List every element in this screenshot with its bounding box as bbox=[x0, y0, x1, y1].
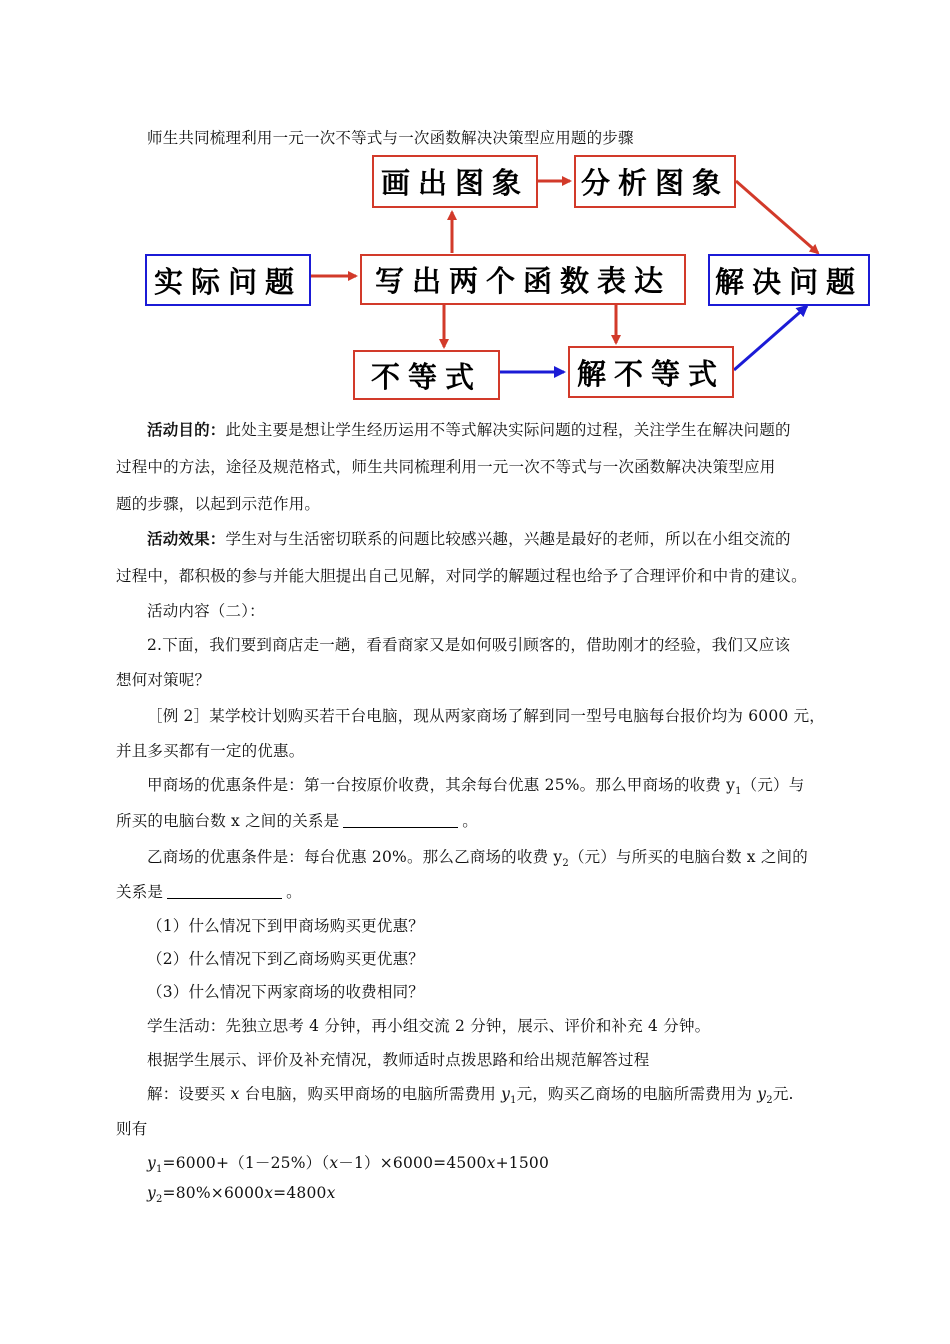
solution-text-4: 元. bbox=[772, 1085, 794, 1103]
purpose-label: 活动目的： bbox=[147, 420, 226, 439]
solution-text-2: 台电脑，购买甲商场的电脑所需费用 bbox=[244, 1085, 496, 1103]
mall-a-text-3: 所买的电脑台数 x 之间的关系是 bbox=[116, 812, 340, 830]
box-analyze-graph: 分析图象 bbox=[574, 155, 736, 208]
solution-text-1: 解：设要买 bbox=[147, 1085, 226, 1103]
intro-text: 师生共同梳理利用一元一次不等式与一次函数解决决策型应用题的步骤 bbox=[147, 129, 634, 147]
answer-blank-a[interactable] bbox=[343, 813, 458, 828]
solution-line-1 bbox=[147, 1082, 794, 1106]
var-y2: y bbox=[757, 1085, 767, 1103]
eq2-x1: x bbox=[264, 1184, 274, 1202]
mall-b-sub: 2 bbox=[562, 858, 569, 870]
mall-a-text-1: 甲商场的优惠条件是：第一台按原价收费，其余每台优惠 25%。那么甲商场的收费 y bbox=[147, 776, 736, 794]
eq2-part-a: =80%×6000 bbox=[162, 1184, 265, 1202]
var-y1: y bbox=[501, 1085, 511, 1103]
eq1-y: y bbox=[147, 1154, 156, 1172]
solution-text-3: 元，购买乙商场的电脑所需费用为 bbox=[516, 1085, 753, 1103]
equation-2 bbox=[147, 1184, 336, 1205]
teacher-note: 根据学生展示、评价及补充情况，教师适时点拨思路和给出规范解答过程 bbox=[147, 1051, 650, 1069]
mall-a-line-2 bbox=[116, 809, 478, 831]
content2-title: 活动内容（二）： bbox=[147, 602, 265, 620]
student-activity: 学生活动：先独立思考 4 分钟，再小组交流 2 分钟，展示、评价和补充 4 分钟。 bbox=[147, 1017, 711, 1035]
question-1: （1）什么情况下到甲商场购买更优惠？ bbox=[147, 917, 424, 935]
sub-1: 1 bbox=[510, 1095, 517, 1107]
purpose-line-3: 题的步骤，以起到示范作用。 bbox=[116, 495, 321, 513]
purpose-line-1 bbox=[147, 418, 791, 440]
eq2-y: y bbox=[147, 1184, 156, 1202]
eq1-part-b: －1）×6000=4500 bbox=[338, 1154, 487, 1172]
eq2-x2: x bbox=[326, 1184, 336, 1202]
mall-b-text-3: 关系是 bbox=[116, 883, 164, 901]
eq1-x1: x bbox=[329, 1154, 339, 1172]
mall-b-line-2 bbox=[116, 880, 302, 902]
equation-1 bbox=[147, 1151, 549, 1175]
question-2: （2）什么情况下到乙商场购买更优惠？ bbox=[147, 950, 424, 968]
solution-then: 则有 bbox=[116, 1120, 148, 1138]
mall-b-text-4: 。 bbox=[286, 883, 302, 901]
mall-a-line-1 bbox=[147, 773, 804, 797]
item2-line-2: 想何对策呢？ bbox=[116, 671, 211, 689]
purpose-text-1: 此处主要是想让学生经历运用不等式解决实际问题的过程，关注学生在解决问题的 bbox=[225, 421, 791, 439]
box-real-problem: 实际问题 bbox=[145, 254, 311, 306]
eq1-sub: 1 bbox=[155, 1164, 163, 1176]
eq2-part-b: =4800 bbox=[273, 1184, 327, 1202]
arrow-analyze-to-solve bbox=[736, 181, 818, 253]
mall-a-sub: 1 bbox=[735, 786, 742, 798]
eq1-part-a: =6000+（1－25%）（ bbox=[162, 1154, 330, 1172]
sub-2: 2 bbox=[766, 1095, 773, 1107]
effect-label: 活动效果： bbox=[147, 529, 226, 548]
box-draw-graph: 画出图象 bbox=[372, 155, 538, 208]
mall-a-text-2: （元）与 bbox=[741, 776, 805, 794]
eq1-part-c: +1500 bbox=[495, 1154, 550, 1172]
effect-line-2: 过程中，都积极的参与并能大胆提出自己见解，对同学的解题过程也给予了合理评价和中肯的建议。 bbox=[116, 567, 807, 585]
item2-line-1: 2.下面，我们要到商店走一趟，看看商家又是如何吸引顾客的，借助刚才的经验，我们又应该 bbox=[147, 636, 791, 654]
box-write-expressions: 写出两个函数表达 bbox=[360, 254, 686, 305]
mall-b-text-1: 乙商场的优惠条件是：每台优惠 20%。那么乙商场的收费 y bbox=[147, 848, 563, 866]
effect-line-1 bbox=[147, 527, 791, 549]
eq2-sub: 2 bbox=[155, 1194, 163, 1206]
answer-blank-b[interactable] bbox=[167, 884, 282, 899]
mall-b-text-2: （元）与所买的电脑台数 x 之间的 bbox=[568, 848, 808, 866]
question-3: （3）什么情况下两家商场的收费相同？ bbox=[147, 983, 424, 1001]
arrow-solve-ineq-to-solve bbox=[734, 306, 807, 370]
example2-line-2: 并且多买都有一定的优惠。 bbox=[116, 742, 305, 760]
purpose-line-2: 过程中的方法，途径及规范格式，师生共同梳理利用一元一次不等式与一次函数解决决策型应用 bbox=[116, 458, 776, 476]
box-inequality: 不等式 bbox=[353, 350, 500, 400]
mall-a-text-4: 。 bbox=[462, 812, 478, 830]
mall-b-line-1 bbox=[147, 845, 808, 869]
example2-line-1: ［例 2］某学校计划购买若干台电脑，现从两家商场了解到同一型号电脑每台报价均为 6000 元， bbox=[147, 707, 825, 725]
box-solve-problem: 解决问题 bbox=[708, 254, 870, 306]
eq1-x2: x bbox=[486, 1154, 496, 1172]
effect-text-1: 学生对与生活密切联系的问题比较感兴趣，兴趣是最好的老师，所以在小组交流的 bbox=[225, 530, 791, 548]
box-solve-inequality: 解不等式 bbox=[568, 346, 734, 398]
var-x: x bbox=[230, 1085, 240, 1103]
